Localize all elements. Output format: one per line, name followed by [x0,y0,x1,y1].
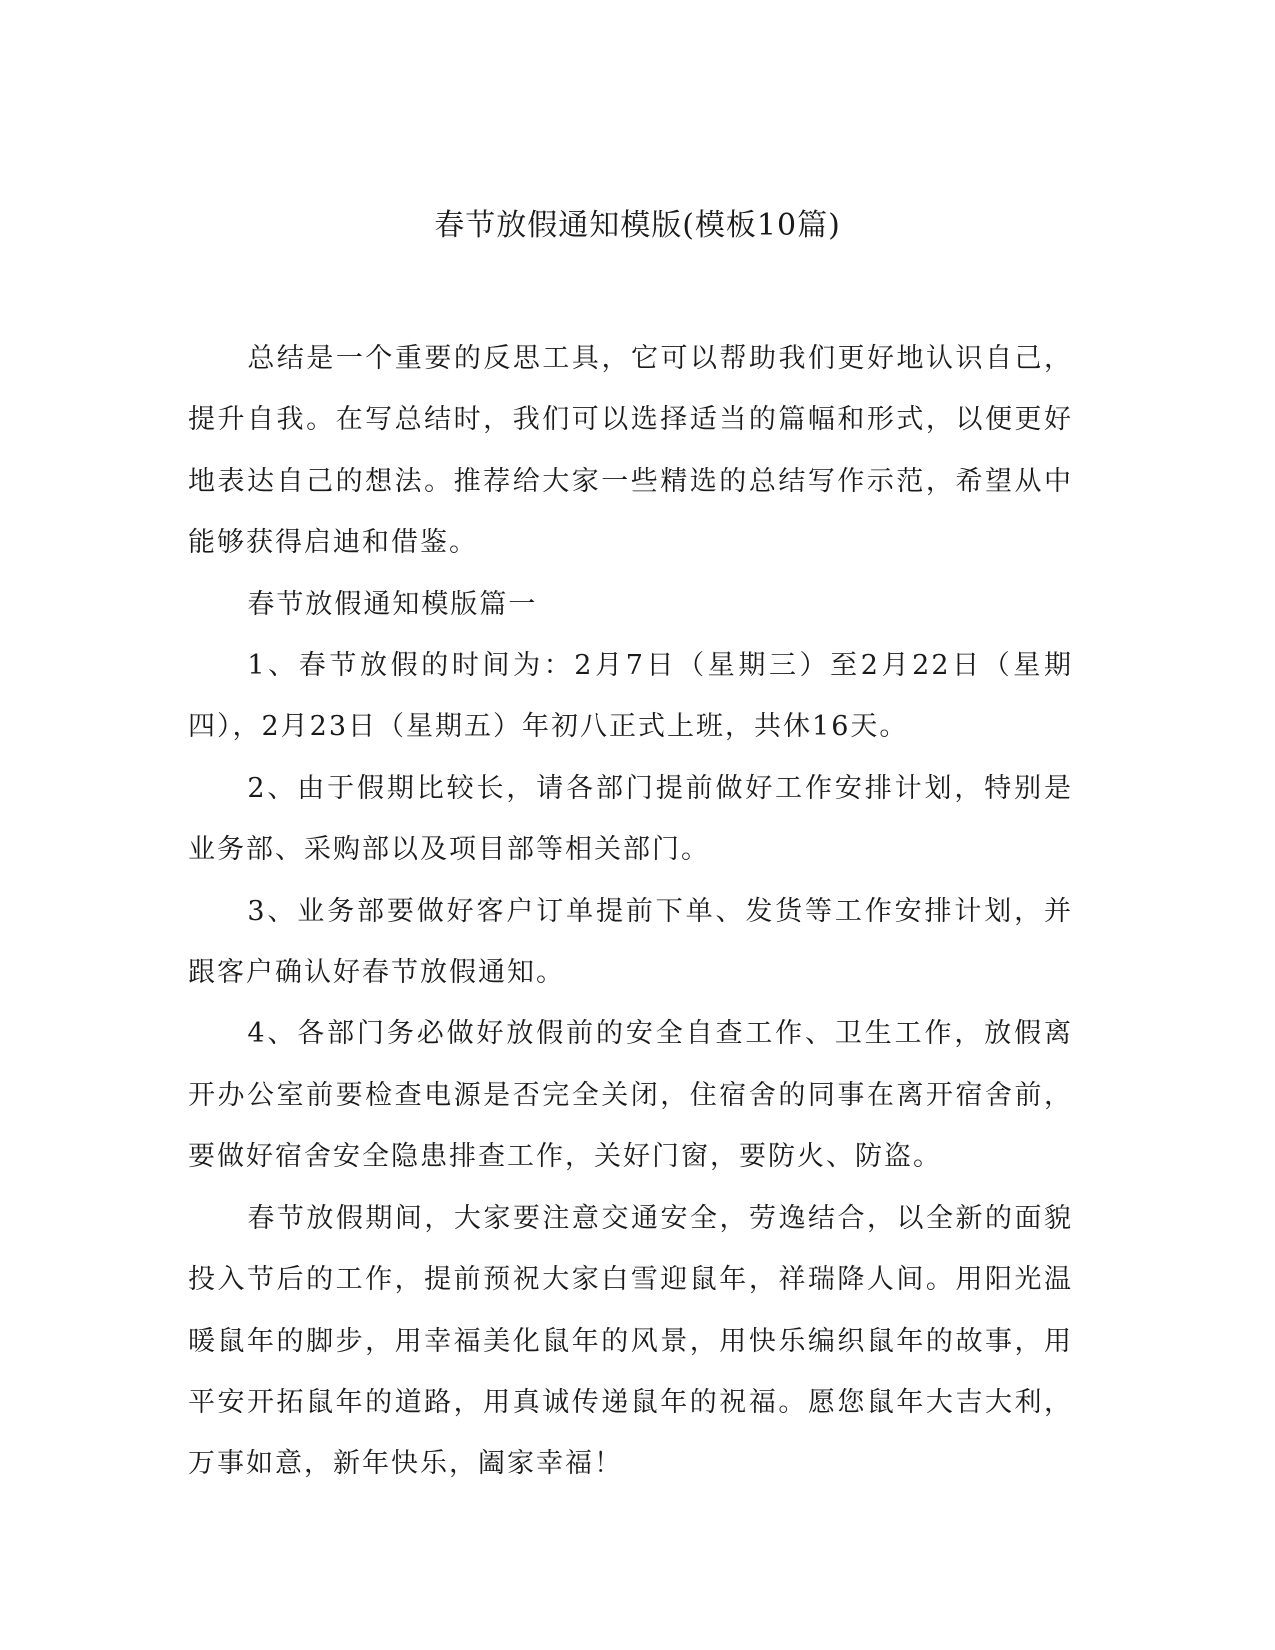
item-3-paragraph: 3、业务部要做好客户订单提前下单、发货等工作安排计划，并跟客户确认好春节放假通知。 [188,895,1073,989]
section-heading: 春节放假通知模版篇一 [247,588,538,620]
document-body [188,328,1073,1495]
item-4-paragraph: 4、各部门务必做好放假前的安全自查工作、卫生工作，放假离开办公室前要检查电源是否完全关闭，住宿舍的同事在离开宿舍前，要做好宿舍安全隐患排查工作，关好门窗，要防火、防盗。 [188,1018,1073,1173]
closing-paragraph: 春节放假期间，大家要注意交通安全，劳逸结合，以全新的面貌投入节后的工作，提前预祝大家白雪迎鼠年，祥瑞降人间。用阳光温暖鼠年的脚步，用幸福美化鼠年的风景，用快乐编织鼠年的故事，用平安开拓鼠年的道路，用真诚传递鼠年的祝福。愿您鼠年大吉大利，万事如意，新年快乐，阖家幸福！ [188,1202,1073,1480]
document-title: 春节放假通知模版(模板10篇) [434,208,841,243]
item-1-paragraph: 1、春节放假的时间为：2月7日（星期三）至2月22日（星期四），2月23日（星期五）年初八正式上班，共休16天。 [188,650,1073,743]
item-2-paragraph: 2、由于假期比较长，请各部门提前做好工作安排计划，特别是业务部、采购部以及项目部等相关部门。 [188,772,1073,866]
intro-paragraph: 总结是一个重要的反思工具，它可以帮助我们更好地认识自己，提升自我。在写总结时，我们可以选择适当的篇幅和形式，以便更好地表达自己的想法。推荐给大家一些精选的总结写作示范，希望从中能够获得启迪和借鉴。 [188,343,1073,559]
